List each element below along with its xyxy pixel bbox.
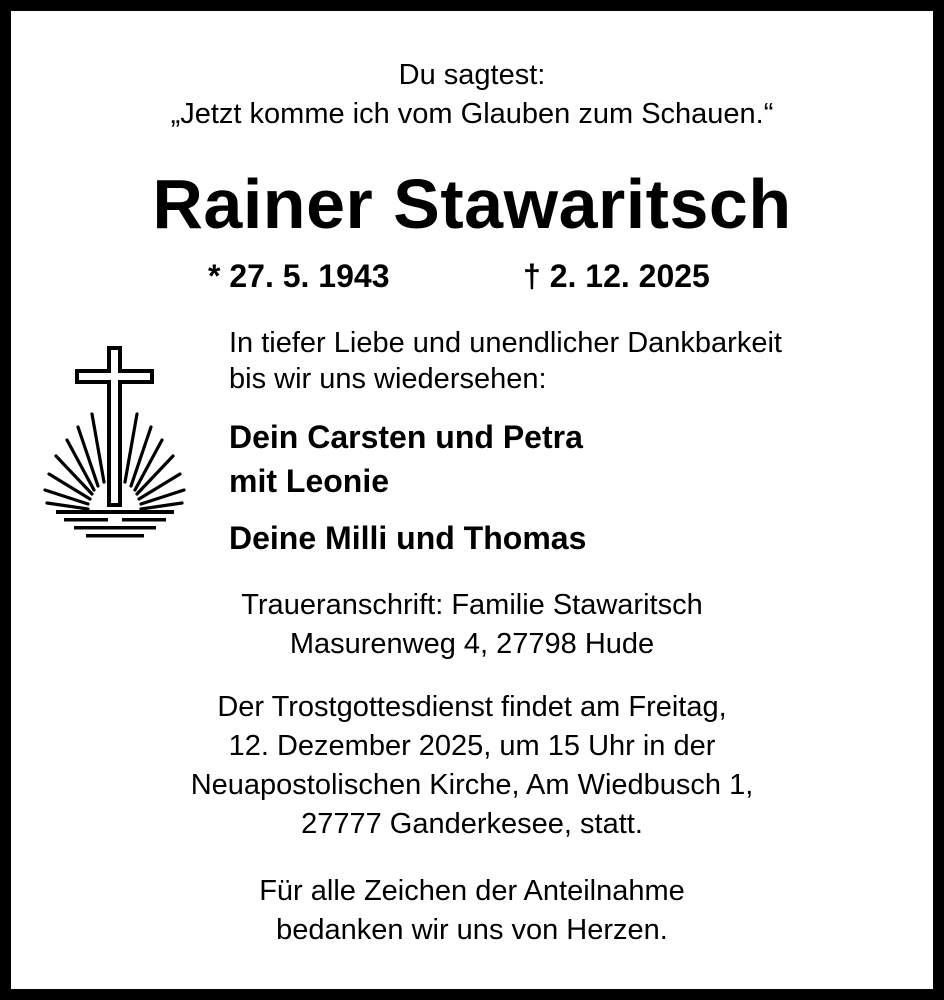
death-date: † 2. 12. 2025 [523,258,710,294]
cross-sunrise-icon [40,344,190,546]
address-line-2: Masurenweg 4, 27798 Hude [289,628,655,660]
quote-text: „Jetzt komme ich vom Glauben zum Schauen.“ [170,98,774,130]
service-line-2: 12. Dezember 2025, um 15 Uhr in der [228,730,716,762]
service-notice [0,688,944,844]
service-line-3: Neuapostolischen Kirche, Am Wiedbusch 1, [190,769,754,801]
thanks-line-1: Für alle Zeichen der Anteilnahme [259,875,685,907]
mourning-address [0,586,944,664]
deceased-name: Rainer Stawaritsch [152,165,792,243]
family-group-1-line-1: Dein Carsten und Petra [229,419,583,455]
quote [0,56,944,134]
service-line-4: 27777 Ganderkesee, statt. [301,808,643,840]
family-group-2: Deine Milli und Thomas [229,520,587,556]
service-line-1: Der Trostgottesdienst findet am Freitag, [217,691,727,723]
family-group-1 [229,415,583,503]
address-line-1: Traueranschrift: Familie Stawaritsch [241,589,703,621]
birth-date: * 27. 5. 1943 [208,258,390,294]
thanks-line-2: bedanken wir uns von Herzen. [276,914,668,946]
dedication-message [229,325,782,397]
thanks-note [0,872,944,950]
quote-intro: Du sagtest: [398,59,546,91]
dedication-line-1: In tiefer Liebe und unendlicher Dankbarkeit [229,327,782,359]
family-group-1-line-2: mit Leonie [229,463,390,499]
dedication-line-2: bis wir uns wiedersehen: [229,363,547,395]
